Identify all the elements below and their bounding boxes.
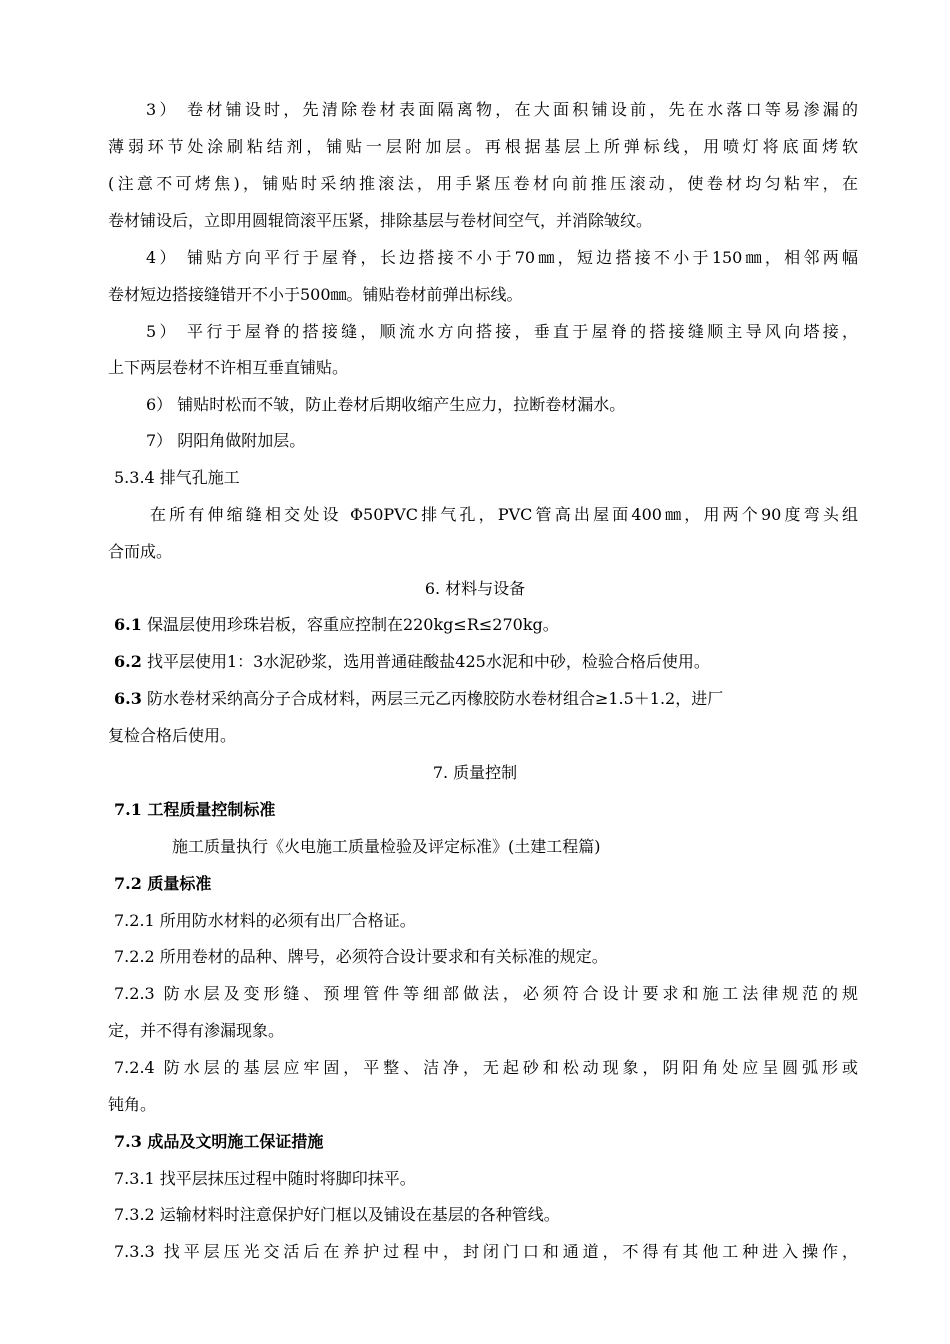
subsection-heading: 7.1 工程质量控制标准 <box>114 800 276 819</box>
item-text: 防水卷材采纳高分子合成材料，两层三元乙丙橡胶防水卷材组合≥1.5＋1.2，进厂 <box>146 689 724 708</box>
item-number: 6.1 <box>114 615 142 634</box>
paragraph-line: 7.2.2 所用卷材的品种、牌号，必须符合设计要求和有关标准的规定。 <box>114 947 608 966</box>
list-item <box>114 651 710 673</box>
subsection-heading: 7.2 质量标准 <box>114 874 212 893</box>
list-item <box>114 688 723 710</box>
paragraph-line: 7.2.4 防水层的基层应牢固，平整、洁净，无起砂和松动现象，阴阳角处应呈圆弧形或 <box>114 1058 858 1077</box>
chapter-heading: 6. 材料与设备 <box>424 579 526 598</box>
paragraph-line: 复检合格后使用。 <box>108 726 237 745</box>
paragraph-line: 施工质量执行《火电施工质量检验及评定标准》(土建工程篇) <box>172 837 601 856</box>
paragraph-line: 6） 铺贴时松而不皱，防止卷材后期收缩产生应力，拉断卷材漏水。 <box>146 395 626 414</box>
paragraph-line: 上下两层卷材不许相互垂直铺贴。 <box>108 358 349 377</box>
list-item <box>114 614 559 636</box>
paragraph-line: 7.3.1 找平层抹压过程中随时将脚印抹平。 <box>114 1169 416 1188</box>
paragraph-line: 5） 平行于屋脊的搭接缝，顺流水方向搭接，垂直于屋脊的搭接缝顺主导风向塔接， <box>146 322 858 341</box>
section-heading: 5.3.4 排气孔施工 <box>114 468 240 487</box>
paragraph-line: 7.3.2 运输材料时注意保护好门框以及铺设在基层的各种管线。 <box>114 1205 560 1224</box>
paragraph-line: 7.3.3 找平层压光交活后在养护过程中，封闭门口和通道，不得有其他工种进入操作， <box>114 1242 858 1261</box>
paragraph-line: 卷材铺设后，立即用圆辊筒滚平压紧，排除基层与卷材间空气，并消除皱纹。 <box>108 211 653 230</box>
subsection-heading: 7.3 成品及文明施工保证措施 <box>114 1132 324 1151</box>
paragraph-line: 7.2.3 防水层及变形缝、预埋管件等细部做法，必须符合设计要求和施工法律规范的规 <box>114 984 858 1003</box>
item-text: 找平层使用1：3水泥砂浆，选用普通硅酸盐425水泥和中砂，检验合格后使用。 <box>146 652 710 671</box>
item-text: 保温层使用珍珠岩板，容重应控制在220kg≤R≤270kg。 <box>146 615 559 634</box>
paragraph-line: 薄弱环节处涂刷粘结剂，铺贴一层附加层。再根据基层上所弹标线，用喷灯将底面烤软 <box>108 137 858 156</box>
paragraph-line: (注意不可烤焦)，铺贴时采纳推滚法，用手紧压卷材向前推压滚动，使卷材均匀粘牢，在 <box>108 174 858 193</box>
paragraph-line: 卷材短边搭接缝错开不小于500㎜。铺贴卷材前弹出标线。 <box>108 285 523 304</box>
paragraph-line: 在所有伸缩缝相交处设 Φ50PVC排气孔，PVC管高出屋面400㎜，用两个90度弯头组 <box>150 505 858 524</box>
paragraph-line: 4） 铺贴方向平行于屋脊，长边搭接不小于70㎜，短边搭接不小于150㎜，相邻两幅 <box>146 248 858 267</box>
chapter-heading: 7. 质量控制 <box>432 763 518 782</box>
item-number: 6.2 <box>114 652 142 671</box>
paragraph-line: 合而成。 <box>108 542 173 561</box>
paragraph-line: 钝角。 <box>108 1095 157 1114</box>
paragraph-line: 定，并不得有渗漏现象。 <box>108 1021 285 1040</box>
item-number: 6.3 <box>114 689 142 708</box>
paragraph-line: 7.2.1 所用防水材料的必须有出厂合格证。 <box>114 911 416 930</box>
paragraph-line: 7） 阴阳角做附加层。 <box>146 431 306 450</box>
paragraph-line: 3） 卷材铺设时，先清除卷材表面隔离物，在大面积铺设前，先在水落口等易渗漏的 <box>146 100 858 119</box>
